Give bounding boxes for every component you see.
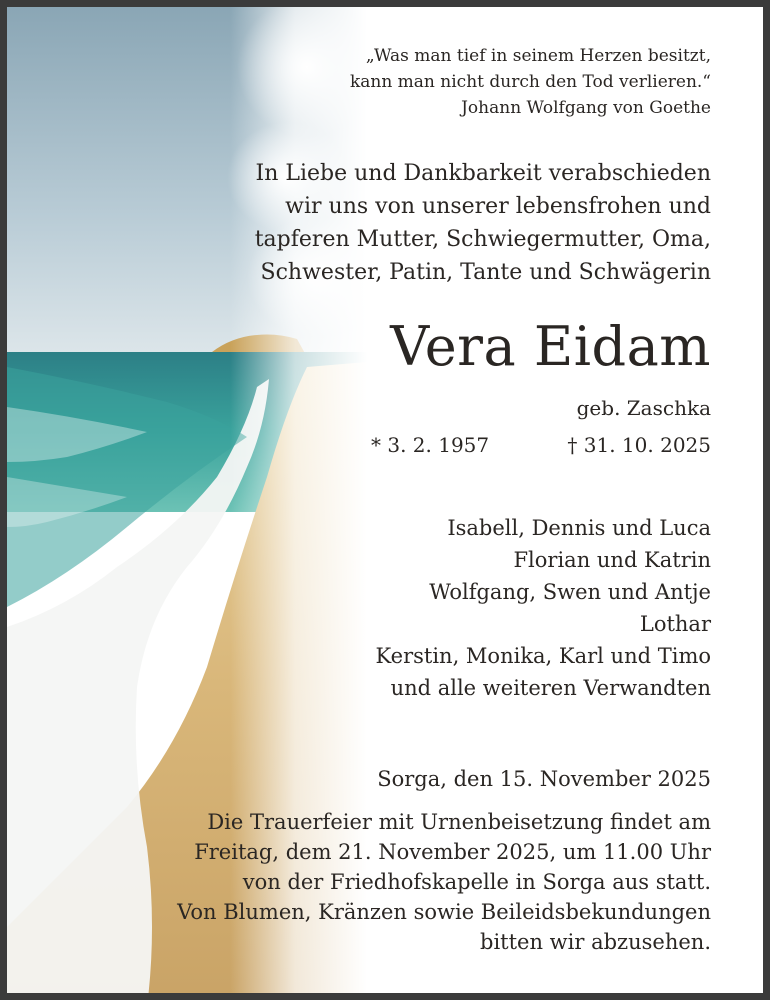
quote-line: „Was man tief in seinem Herzen besitzt,	[365, 46, 711, 66]
farewell-text	[255, 157, 711, 289]
birth-name: geb. Zaschka	[576, 396, 711, 420]
farewell-line: Schwester, Patin, Tante und Schwägerin	[260, 260, 711, 285]
mourners-list	[376, 512, 711, 704]
quote-author: Johann Wolfgang von Goethe	[461, 98, 711, 118]
mourner-line: Kerstin, Monika, Karl und Timo	[375, 644, 711, 668]
mourner-line: Isabell, Dennis und Luca	[447, 516, 711, 540]
life-dates	[371, 430, 711, 460]
farewell-line: tapferen Mutter, Schwiegermutter, Oma,	[254, 227, 711, 252]
service-line: Freitag, dem 21. November 2025, um 11.00 Uhr	[194, 840, 711, 864]
deceased-name: Vera Eidam	[390, 315, 711, 378]
service-line: Von Blumen, Kränzen sowie Beileidsbekundungen	[177, 900, 711, 924]
birth-date: * 3. 2. 1957	[371, 433, 490, 457]
service-line: bitten wir abzusehen.	[480, 930, 711, 954]
goethe-quote	[350, 43, 711, 121]
death-date: † 31. 10. 2025	[567, 433, 711, 457]
service-line: Die Trauerfeier mit Urnenbeisetzung findet am	[207, 810, 711, 834]
place-and-date: Sorga, den 15. November 2025	[377, 767, 711, 791]
service-line: von der Friedhofskapelle in Sorga aus statt.	[242, 870, 711, 894]
mourner-line: Wolfgang, Swen und Antje	[429, 580, 711, 604]
mourner-line: Florian und Katrin	[513, 548, 711, 572]
farewell-line: wir uns von unserer lebensfrohen und	[285, 194, 711, 219]
funeral-service-notice	[177, 807, 711, 957]
quote-line: kann man nicht durch den Tod verlieren.“	[349, 72, 711, 92]
mourner-line: Lothar	[639, 612, 711, 636]
mourner-line: und alle weiteren Verwandten	[390, 676, 711, 700]
farewell-line: In Liebe und Dankbarkeit verabschieden	[255, 161, 711, 186]
